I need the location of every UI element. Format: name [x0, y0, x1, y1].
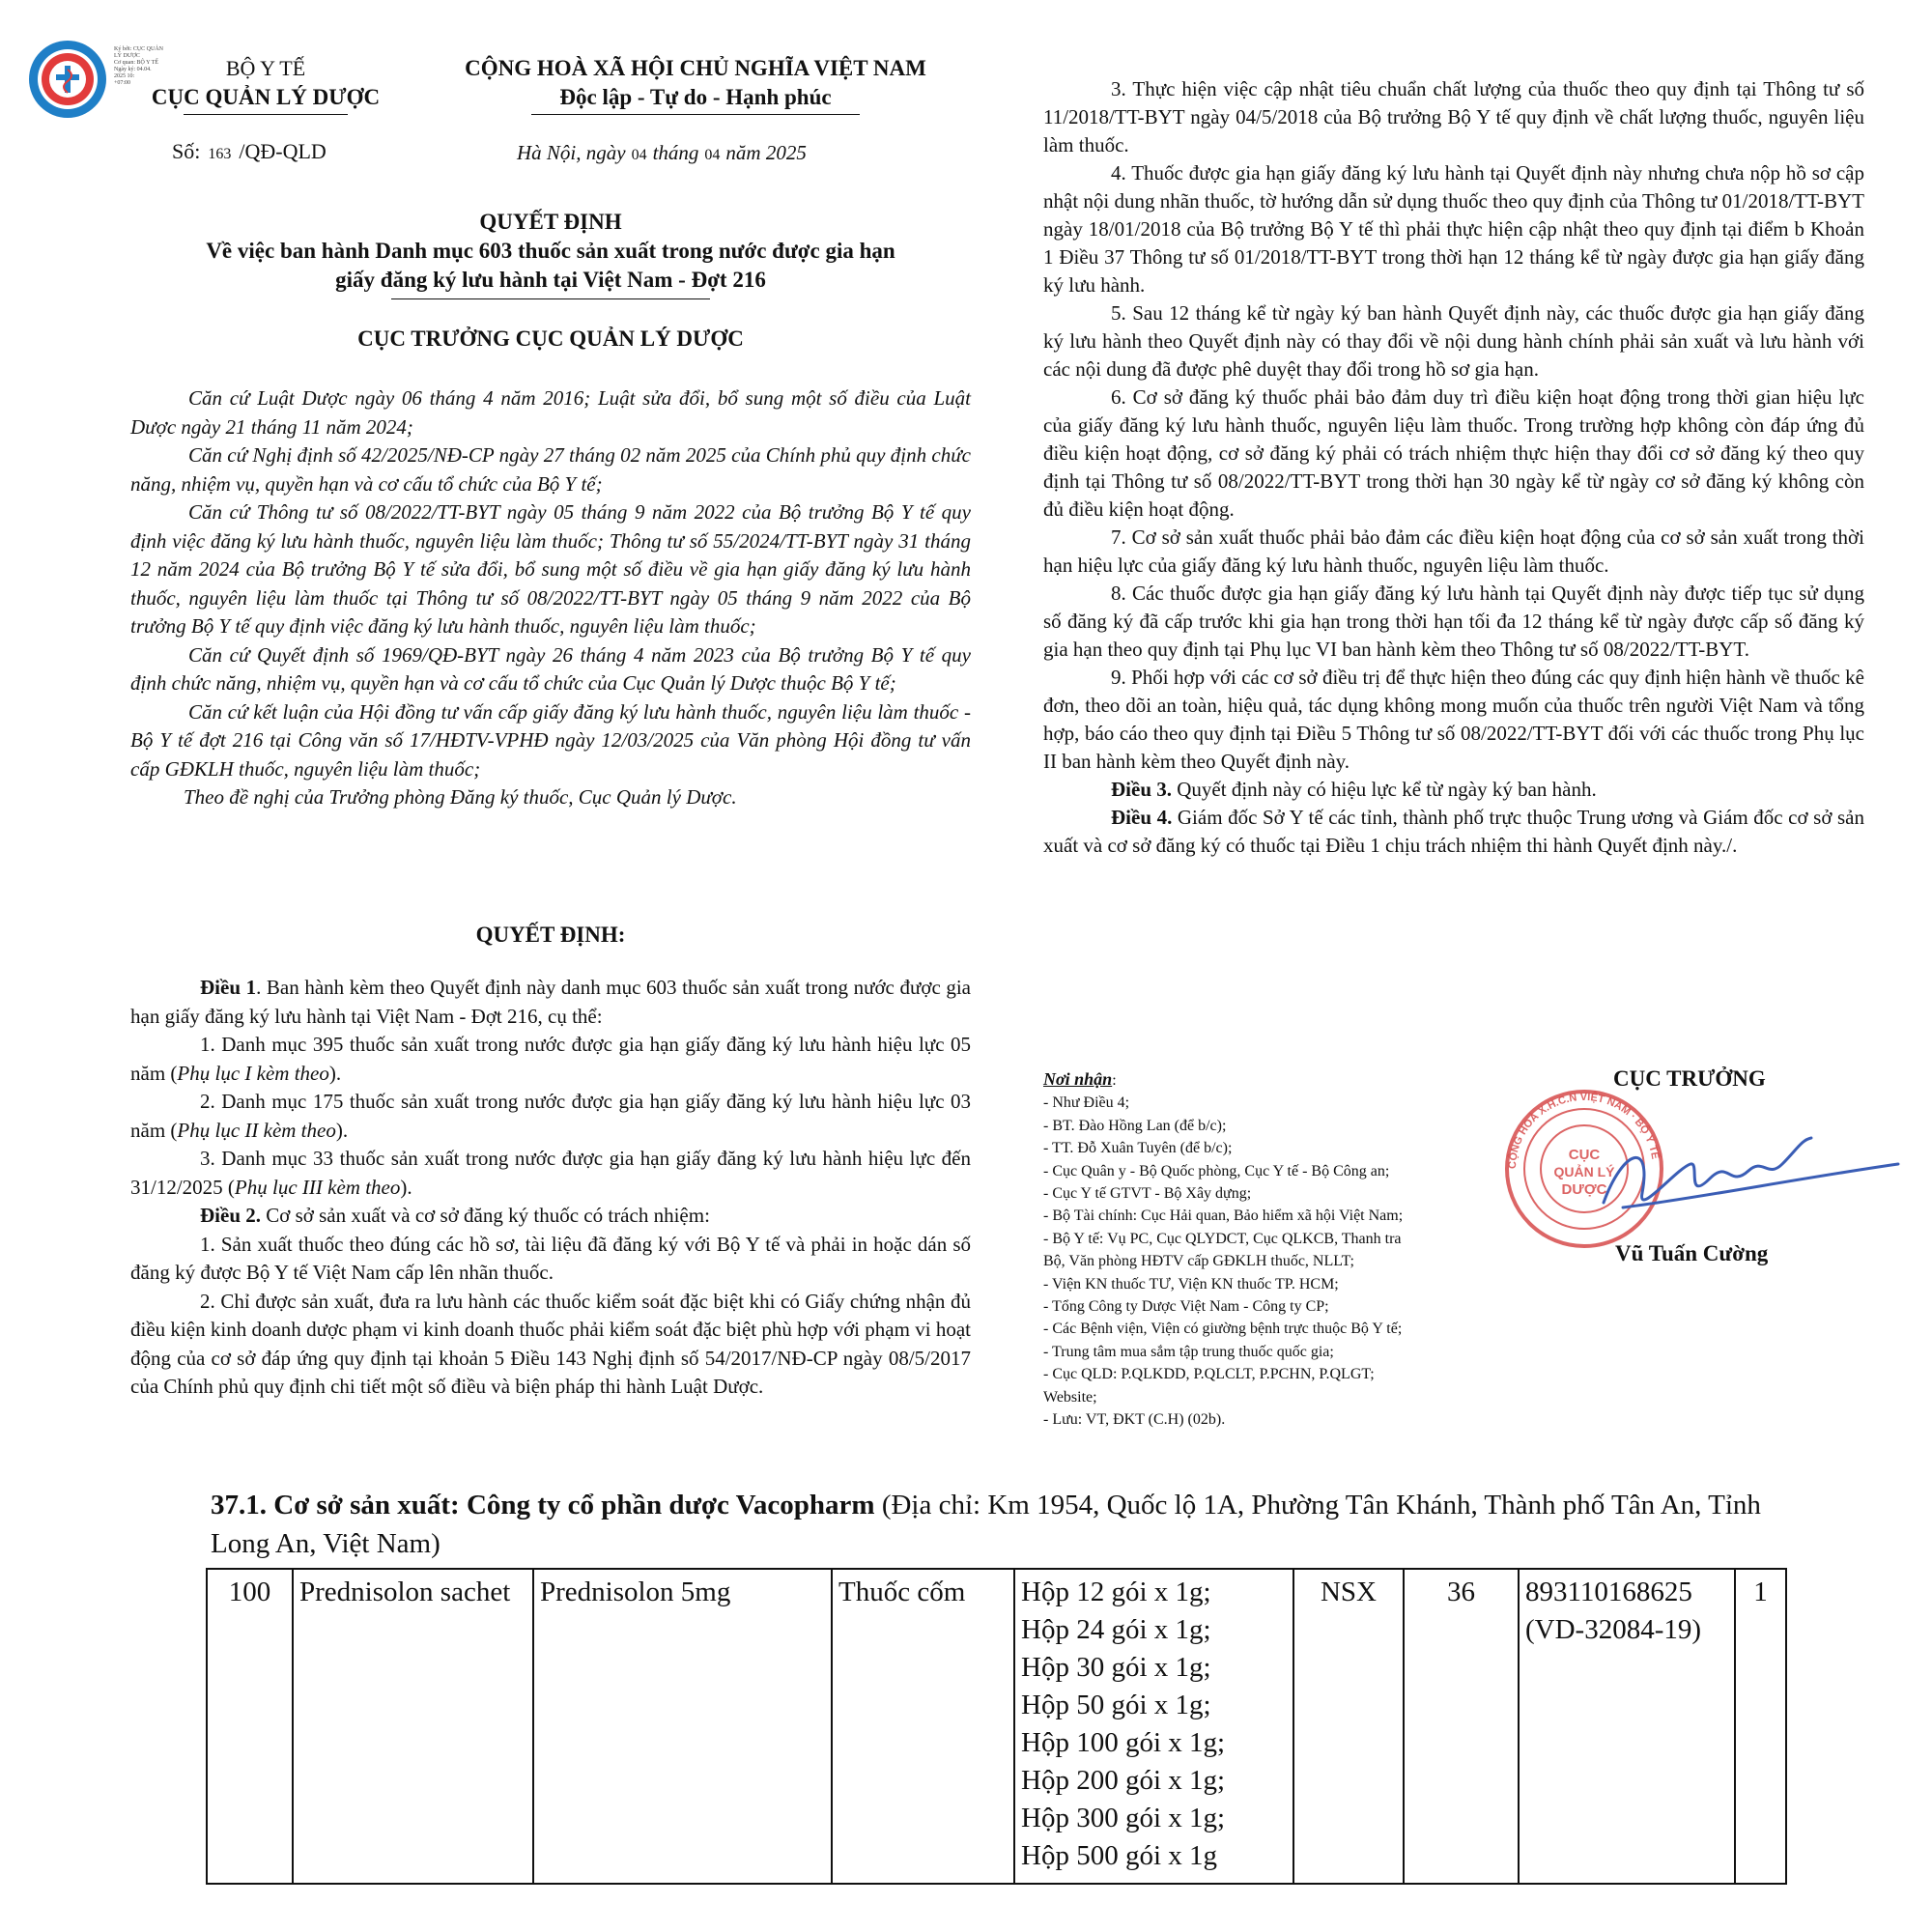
agency-underline	[184, 114, 348, 115]
cell-shelf-life: 36	[1404, 1569, 1519, 1884]
recipients-title: Nơi nhận	[1043, 1069, 1113, 1089]
svg-text:CỘNG HOÀ X.H.C.N VIỆT NAM · BỘ: CỘNG HOÀ X.H.C.N VIỆT NAM · BỘ Y TẾ	[1506, 1091, 1662, 1170]
article-2-item-1: 1. Sản xuất thuốc theo đúng các hồ sơ, tài liệu đã đăng ký với Bộ Y tế và phải in hoặc dán số đăng ký được Bộ Y tế Việt Nam cấp lên nhãn thuốc.	[130, 1232, 971, 1284]
articles-left	[130, 974, 971, 1402]
title-underline	[391, 298, 710, 299]
recipient-item: - Như Điều 4;	[1043, 1094, 1130, 1112]
facility-address: (Địa chỉ: Km 1954, Quốc lộ 1A, Phường Tân Khánh, Thành phố Tân An, Tỉnh Long An, Việt Nam)	[211, 1490, 1761, 1559]
recipient-item: - Trung tâm mua sắm tập trung thuốc quốc gia;	[1043, 1343, 1334, 1360]
motto-underline	[531, 114, 860, 115]
cell-drug-name: Prednisolon sachet	[293, 1569, 533, 1884]
title-heading: QUYẾT ĐỊNH	[479, 210, 622, 234]
national-header	[425, 54, 966, 115]
preamble-clause: Căn cứ kết luận của Hội đồng tư vấn cấp giấy đăng ký lưu hành thuốc, nguyên liệu làm thuốc - Bộ Y tế đợt 216 tại Công văn số 17/HĐTV-VPHĐ ngày 12/03/2025 của Văn phòng Hội đồng tư vấn cấp GĐKLH thuốc, nguyên liệu làm thuốc;	[130, 699, 971, 781]
recipient-item: - Viện KN thuốc TƯ, Viện KN thuốc TP. HCM;	[1043, 1275, 1339, 1293]
cell-dosage-form: Thuốc cốm	[832, 1569, 1014, 1884]
article-2-item-8: 8. Các thuốc được gia hạn giấy đăng ký lưu hành tại Quyết định này được tiếp tục sử dụng số đăng ký đã cấp trước khi gia hạn trong thời hạn tối đa 12 tháng kể từ ngày được cấp số đăng ký gia hạn theo quy định tại Phụ lục VI ban hành kèm theo Thông tư số 08/2022/TT-BYT.	[1043, 582, 1864, 661]
article-2-item-2: 2. Chỉ được sản xuất, đưa ra lưu hành các thuốc kiểm soát đặc biệt khi có Giấy chứng nhận đủ điều kiện kinh doanh dược phạm vi kinh doanh thuốc phải kiểm soát đặc biệt phù hợp với phạm vi hoạt động của cơ sở đáp ứng quy định tại khoản 5 Điều 143 Nghị định số 54/2017/NĐ-CP ngày 08/5/2017 của Chính phủ quy định chi tiết một số điều và biện pháp thi hành Luật Dược.	[130, 1289, 971, 1398]
article-2-item-5: 5. Sau 12 tháng kể từ ngày ký ban hành Quyết định này, các thuốc được gia hạn giấy đăng ký lưu hành theo Quyết định này có thay đổi về nội dung hành chính phải sản xuất và lưu hành với các nội dung đã được phê duyệt thay đổi trong hồ sơ gia hạn.	[1043, 301, 1864, 381]
preamble-clause: Căn cứ Thông tư số 08/2022/TT-BYT ngày 05 tháng 9 năm 2022 của Bộ trưởng Bộ Y tế quy định việc đăng ký lưu hành thuốc, nguyên liệu làm thuốc; Thông tư số 55/2024/TT-BYT ngày 31 tháng 12 năm 2024 của Bộ trưởng Bộ Y tế sửa đổi, bổ sung một số điều về gia hạn giấy đăng ký lưu hành thuốc, nguyên liệu làm thuốc tại Thông tư số 08/2022/TT-BYT ngày 05 tháng 9 năm 2022 của Bộ trưởng Bộ Y tế quy định việc đăng ký lưu hành thuốc, nguyên liệu làm thuốc;	[130, 500, 971, 638]
article-2-item-9: 9. Phối hợp với các cơ sở điều trị để thực hiện theo đúng các quy định hiện hành về thuốc kê đơn, theo dõi an toàn, hiệu quả, tác dụng không mong muốn của thuốc trên người Việt Nam và tổng hợp, báo cáo theo quy định tại Điều 5 Thông tư số 08/2022/TT-BYT đối với các thuốc trong Phụ lục II ban hành kèm theo Quyết định này.	[1043, 666, 1864, 773]
ministry-name: BỘ Y TẾ	[225, 56, 306, 80]
preamble-clause: Theo đề nghị của Trưởng phòng Đăng ký thuốc, Cục Quản lý Dược.	[184, 785, 737, 809]
agency-name: CỤC QUẢN LÝ DƯỢC	[151, 85, 381, 109]
recipient-item: Bộ, Văn phòng HĐTV cấp GĐKLH thuốc, NLLT;	[1043, 1253, 1354, 1270]
article-1-item-1: 1. Danh mục 395 thuốc sản xuất trong nước được gia hạn giấy đăng ký lưu hành hiệu lực 05 năm (Phụ lục I kèm theo).	[130, 1033, 971, 1085]
signer-title: CỤC TRƯỞNG	[1613, 1066, 1766, 1091]
cell-stt: 100	[207, 1569, 293, 1884]
recipient-item: - Cục Y tế GTVT - Bộ Xây dựng;	[1043, 1185, 1252, 1203]
svg-text:QUẢN LÝ: QUẢN LÝ	[1553, 1164, 1615, 1179]
national-motto: Độc lập - Tự do - Hạnh phúc	[559, 85, 832, 109]
cell-ingredient: Prednisolon 5mg	[533, 1569, 832, 1884]
recipients-list: Nơi nhận: - Như Điều 4; - BT. Đào Hồng Lan (để b/c); - TT. Đỗ Xuân Tuyên (để b/c); - Cục Quân y - Bộ Quốc phòng, Cục Y tế - Bộ Công an; - Cục Y tế GTVT - Bộ Xây dựng; - Bộ Tài chính: Cục Hải quan, Bảo hiểm xã hội Việt Nam; - Bộ Y tế: Vụ PC, Cục QLYDCT, Cục QLKCB, Thanh tra Bộ, Văn phòng HĐTV cấp GĐKLH thuốc, NLLT; - Viện KN thuốc TƯ, Viện KN thuốc TP. HCM; - Tổng Công ty Dược Việt Nam - Công ty CP; - Các Bệnh viện, Viện có giường bệnh trực thuộc Bộ Y tế; - Trung tâm mua sắm tập trung thuốc quốc gia; - Cục QLD: P.QLKDD, P.QLCLT, P.PCHN, P.QLGT; Website; - Lưu: VT, ĐKT (C.H) (02b).	[1043, 1068, 1517, 1432]
article-2-item-3: 3. Thực hiện việc cập nhật tiêu chuẩn chất lượng của thuốc theo quy định tại Thông tư số 11/2018/TT-BYT ngày 04/5/2018 của Bộ trưởng Bộ Y tế quy định về chất lượng thuốc, nguyên liệu làm thuốc.	[1043, 77, 1864, 156]
digital-signature-stamp: Ký bởi: CỤC QUẢN LÝ DƯỢC Cơ quan: BỘ Y TẾ Ngày ký: 04.04. 2025 10: +07:00	[114, 46, 164, 86]
recipient-item: - Bộ Y tế: Vụ PC, Cục QLYDCT, Cục QLKCB, Thanh tra	[1043, 1230, 1402, 1247]
articles-right	[1043, 75, 1864, 860]
article-1: Điều 1. Ban hành kèm theo Quyết định này danh mục 603 thuốc sản xuất trong nước được gia hạn giấy đăng ký lưu hành tại Việt Nam - Đợt 216, cụ thể:	[130, 976, 971, 1028]
article-2-item-7: 7. Cơ sở sản xuất thuốc phải bảo đảm các điều kiện hoạt động của cơ sở sản xuất trong thời hạn hiệu lực của giấy đăng ký lưu hành thuốc, nguyên liệu làm thuốc.	[1043, 526, 1864, 577]
country-name: CỘNG HOÀ XÃ HỘI CHỦ NGHĨA VIỆT NAM	[465, 56, 926, 80]
facility-name: 37.1. Cơ sở sản xuất: Công ty cổ phần dược Vacopharm	[211, 1490, 875, 1520]
recipient-item: - Các Bệnh viện, Viện có giường bệnh trực thuộc Bộ Y tế;	[1043, 1321, 1403, 1338]
recipient-item: - Lưu: VT, ĐKT (C.H) (02b).	[1043, 1411, 1226, 1429]
article-2-item-4: 4. Thuốc được gia hạn giấy đăng ký lưu hành tại Quyết định này nhưng chưa nộp hồ sơ cập nhật nội dung nhãn thuốc, tờ hướng dẫn sử dụng thuốc theo quy định của Thông tư 01/2018/TT-BYT ngày 18/01/2018 của Bộ trưởng Bộ Y tế thì phải thực hiện cập nhật theo quy định tại điểm b Khoản 1 Điều 37 Thông tư số 01/2018/TT-BYT trong thời hạn 12 tháng kể từ ngày được gia hạn giấy đăng ký lưu hành.	[1043, 161, 1864, 297]
recipient-item: - BT. Đào Hồng Lan (để b/c);	[1043, 1117, 1227, 1134]
recipient-item: - Cục Quân y - Bộ Quốc phòng, Cục Y tế - Bộ Công an;	[1043, 1162, 1390, 1179]
article-3: Điều 3. Quyết định này có hiệu lực kể từ ngày ký ban hành.	[1111, 778, 1597, 801]
facility-heading	[211, 1486, 1776, 1563]
document-number: Số: 163 /QĐ-QLD	[172, 139, 327, 163]
authority-heading: CỤC TRƯỞNG CỤC QUẢN LÝ DƯỢC	[357, 327, 744, 351]
decision-title	[130, 208, 971, 299]
cell-renewals: 1	[1735, 1569, 1786, 1884]
preamble-clause: Căn cứ Nghị định số 42/2025/NĐ-CP ngày 27 tháng 02 năm 2025 của Chính phủ quy định chức năng, nhiệm vụ, quyền hạn và cơ cấu tổ chức của Bộ Y tế;	[130, 443, 971, 496]
drug-table	[206, 1568, 1787, 1885]
recipient-item: Website;	[1043, 1388, 1097, 1406]
decision-heading: QUYẾT ĐỊNH:	[475, 923, 626, 947]
recipient-item: - TT. Đỗ Xuân Tuyên (để b/c);	[1043, 1140, 1233, 1157]
ministry-logo	[27, 39, 108, 120]
recipient-item: - Cục QLD: P.QLKDD, P.QLCLT, P.PCHN, P.QLGT;	[1043, 1366, 1375, 1383]
article-2-item-6: 6. Cơ sở đăng ký thuốc phải bảo đảm duy trì điều kiện hoạt động trong thời gian hiệu lực của giấy đăng ký lưu hành thuốc, nguyên liệu làm thuốc. Trong trường hợp không còn đáp ứng đủ điều kiện hoạt động, cơ sở đăng ký phải có trách nhiệm thực hiện thay đổi cơ sở đăng ký theo quy định tại Thông tư số 08/2022/TT-BYT trong thời hạn 30 ngày kể từ ngày cơ sở đăng ký không còn đủ điều kiện hoạt động.	[1043, 385, 1864, 521]
recipient-item: - Tổng Công ty Dược Việt Nam - Công ty CP;	[1043, 1298, 1329, 1316]
article-1-item-2: 2. Danh mục 175 thuốc sản xuất trong nước được gia hạn giấy đăng ký lưu hành hiệu lực 03 năm (Phụ lục II kèm theo).	[130, 1090, 971, 1142]
svg-text:DƯỢC: DƯỢC	[1561, 1181, 1607, 1198]
handwritten-signature	[1584, 1111, 1903, 1236]
preamble-clause: Căn cứ Quyết định số 1969/QĐ-BYT ngày 26 tháng 4 năm 2023 của Bộ trưởng Bộ Y tế quy định chức năng, nhiệm vụ, quyền hạn và cơ cấu tổ chức của Cục Quản lý Dược thuộc Bộ Y tế;	[130, 642, 971, 695]
signer-name: Vũ Tuấn Cường	[1615, 1241, 1769, 1265]
preamble-clause: Căn cứ Luật Dược ngày 06 tháng 4 năm 2016; Luật sửa đổi, bổ sung một số điều của Luật Dược ngày 21 tháng 11 năm 2024;	[130, 386, 971, 439]
title-line-1: Về việc ban hành Danh mục 603 thuốc sản xuất trong nước được gia hạn	[206, 239, 895, 263]
cell-standard: NSX	[1293, 1569, 1404, 1884]
article-4: Điều 4. Giám đốc Sở Y tế các tỉnh, thành phố trực thuộc Trung ương và Giám đốc cơ sở sản xuất và cơ sở đăng ký có thuốc tại Điều 1 chịu trách nhiệm thi hành Quyết định này./.	[1043, 806, 1865, 857]
cell-packaging: Hộp 12 gói x 1g; Hộp 24 gói x 1g; Hộp 30 gói x 1g; Hộp 50 gói x 1g; Hộp 100 gói x 1g; Hộp 200 gói x 1g; Hộp 300 gói x 1g; Hộp 500 gói x 1g	[1014, 1569, 1293, 1884]
article-2: Điều 2. Cơ sở sản xuất và cơ sở đăng ký thuốc có trách nhiệm:	[200, 1204, 710, 1227]
svg-text:CỤC: CỤC	[1568, 1147, 1601, 1163]
issuing-agency	[106, 54, 425, 115]
cell-registration: 893110168625 (VD-32084-19)	[1519, 1569, 1735, 1884]
table-row	[207, 1569, 1786, 1884]
document-date: Hà Nội, ngày 04 tháng 04 năm 2025	[517, 141, 807, 164]
title-line-2: giấy đăng ký lưu hành tại Việt Nam - Đợt 216	[335, 268, 766, 292]
preamble	[130, 384, 971, 812]
article-1-item-3: 3. Danh mục 33 thuốc sản xuất trong nước được gia hạn giấy đăng ký lưu hành hiệu lực đến 31/12/2025 (Phụ lục III kèm theo).	[130, 1147, 971, 1199]
recipient-item: - Bộ Tài chính: Cục Hải quan, Bảo hiểm xã hội Việt Nam;	[1043, 1208, 1404, 1225]
